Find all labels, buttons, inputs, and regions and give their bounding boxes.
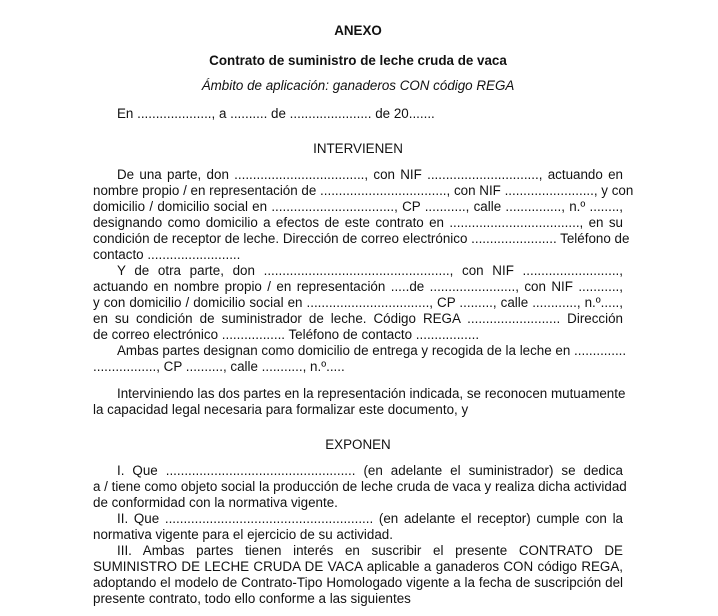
intervienen-line: condición de receptor de leche. Dirección de correo electrónico ....................... Teléfono de xyxy=(93,231,630,246)
place-date-line: En ...................., a .......... de ...................... de 20....... xyxy=(117,106,435,121)
intervienen-line: Y de otra parte, don .................................................., con NIF .........................., xyxy=(117,263,623,278)
exponen-line: I. Que ................................................... (en adelante el suministrador) se dedica xyxy=(117,463,623,478)
exponen-line: presente contrato, todo ello conforme a las siguientes xyxy=(93,591,411,606)
exponen-line: de conformidad con la normativa vigente. xyxy=(93,495,338,510)
intervienen-line: designando como domicilio a efectos de este contrato en ..................................., en su xyxy=(93,215,623,230)
exponen-line: adoptando el modelo de Contrato-Tipo Homologado vigente a la fecha de suscripción del xyxy=(93,575,623,590)
intervienen-line: en su condición de suministrador de leche. Código REGA ......................... Dirección xyxy=(93,311,623,326)
capacity-line: la capacidad legal necesaria para formalizar este documento, y xyxy=(93,402,469,417)
exponen-line: normativa vigente para el ejercicio de su actividad. xyxy=(93,527,393,542)
intervienen-heading: INTERVIENEN xyxy=(313,141,403,156)
exponen-line: SUMINISTRO DE LECHE CRUDA DE VACA aplicable a ganaderos CON código REGA, xyxy=(93,559,623,574)
doc-scope: Ámbito de aplicación: ganaderos CON código REGA xyxy=(201,78,515,93)
intervienen-line: De una parte, don ..................................., con NIF .............................., actuando en xyxy=(117,167,623,182)
doc-title: ANEXO xyxy=(334,23,382,38)
intervienen-line: de correo electrónico ................. Teléfono de contacto ................. xyxy=(93,327,480,342)
exponen-line: a / tiene como objeto social la producción de leche cruda de vaca y realiza dicha actividad xyxy=(93,479,627,494)
intervienen-line: domicilio / domicilio social en ................................., CP ..........., calle ..............., n.º ........, xyxy=(93,199,623,214)
doc-subtitle: Contrato de suministro de leche cruda de vaca xyxy=(209,53,507,68)
exponen-line: II. Que ........................................................ (en adelante el receptor) cumple con la xyxy=(117,511,623,526)
intervienen-line: ................., CP .........., calle ..........., n.º..... xyxy=(93,359,345,374)
intervienen-line: y con domicilio / domicilio social en ................................., CP ........., calle ............, n.º....., xyxy=(93,295,623,310)
intervienen-line: Ambas partes designan como domicilio de entrega y recogida de la leche en .............. xyxy=(117,343,627,358)
intervienen-line: contacto ......................... xyxy=(93,247,241,262)
intervienen-line: nombre propio / en representación de .................................., con NIF ........................, y con xyxy=(93,183,634,198)
capacity-line: Interviniendo las dos partes en la representación indicada, se reconocen mutuamente xyxy=(117,386,626,401)
intervienen-line: actuando en nombre propio / en representación .....de ......................., con NIF ..........., xyxy=(93,279,623,294)
exponen-heading: EXPONEN xyxy=(325,437,391,452)
exponen-line: III. Ambas partes tienen interés en suscribir el presente CONTRATO DE xyxy=(117,543,623,558)
